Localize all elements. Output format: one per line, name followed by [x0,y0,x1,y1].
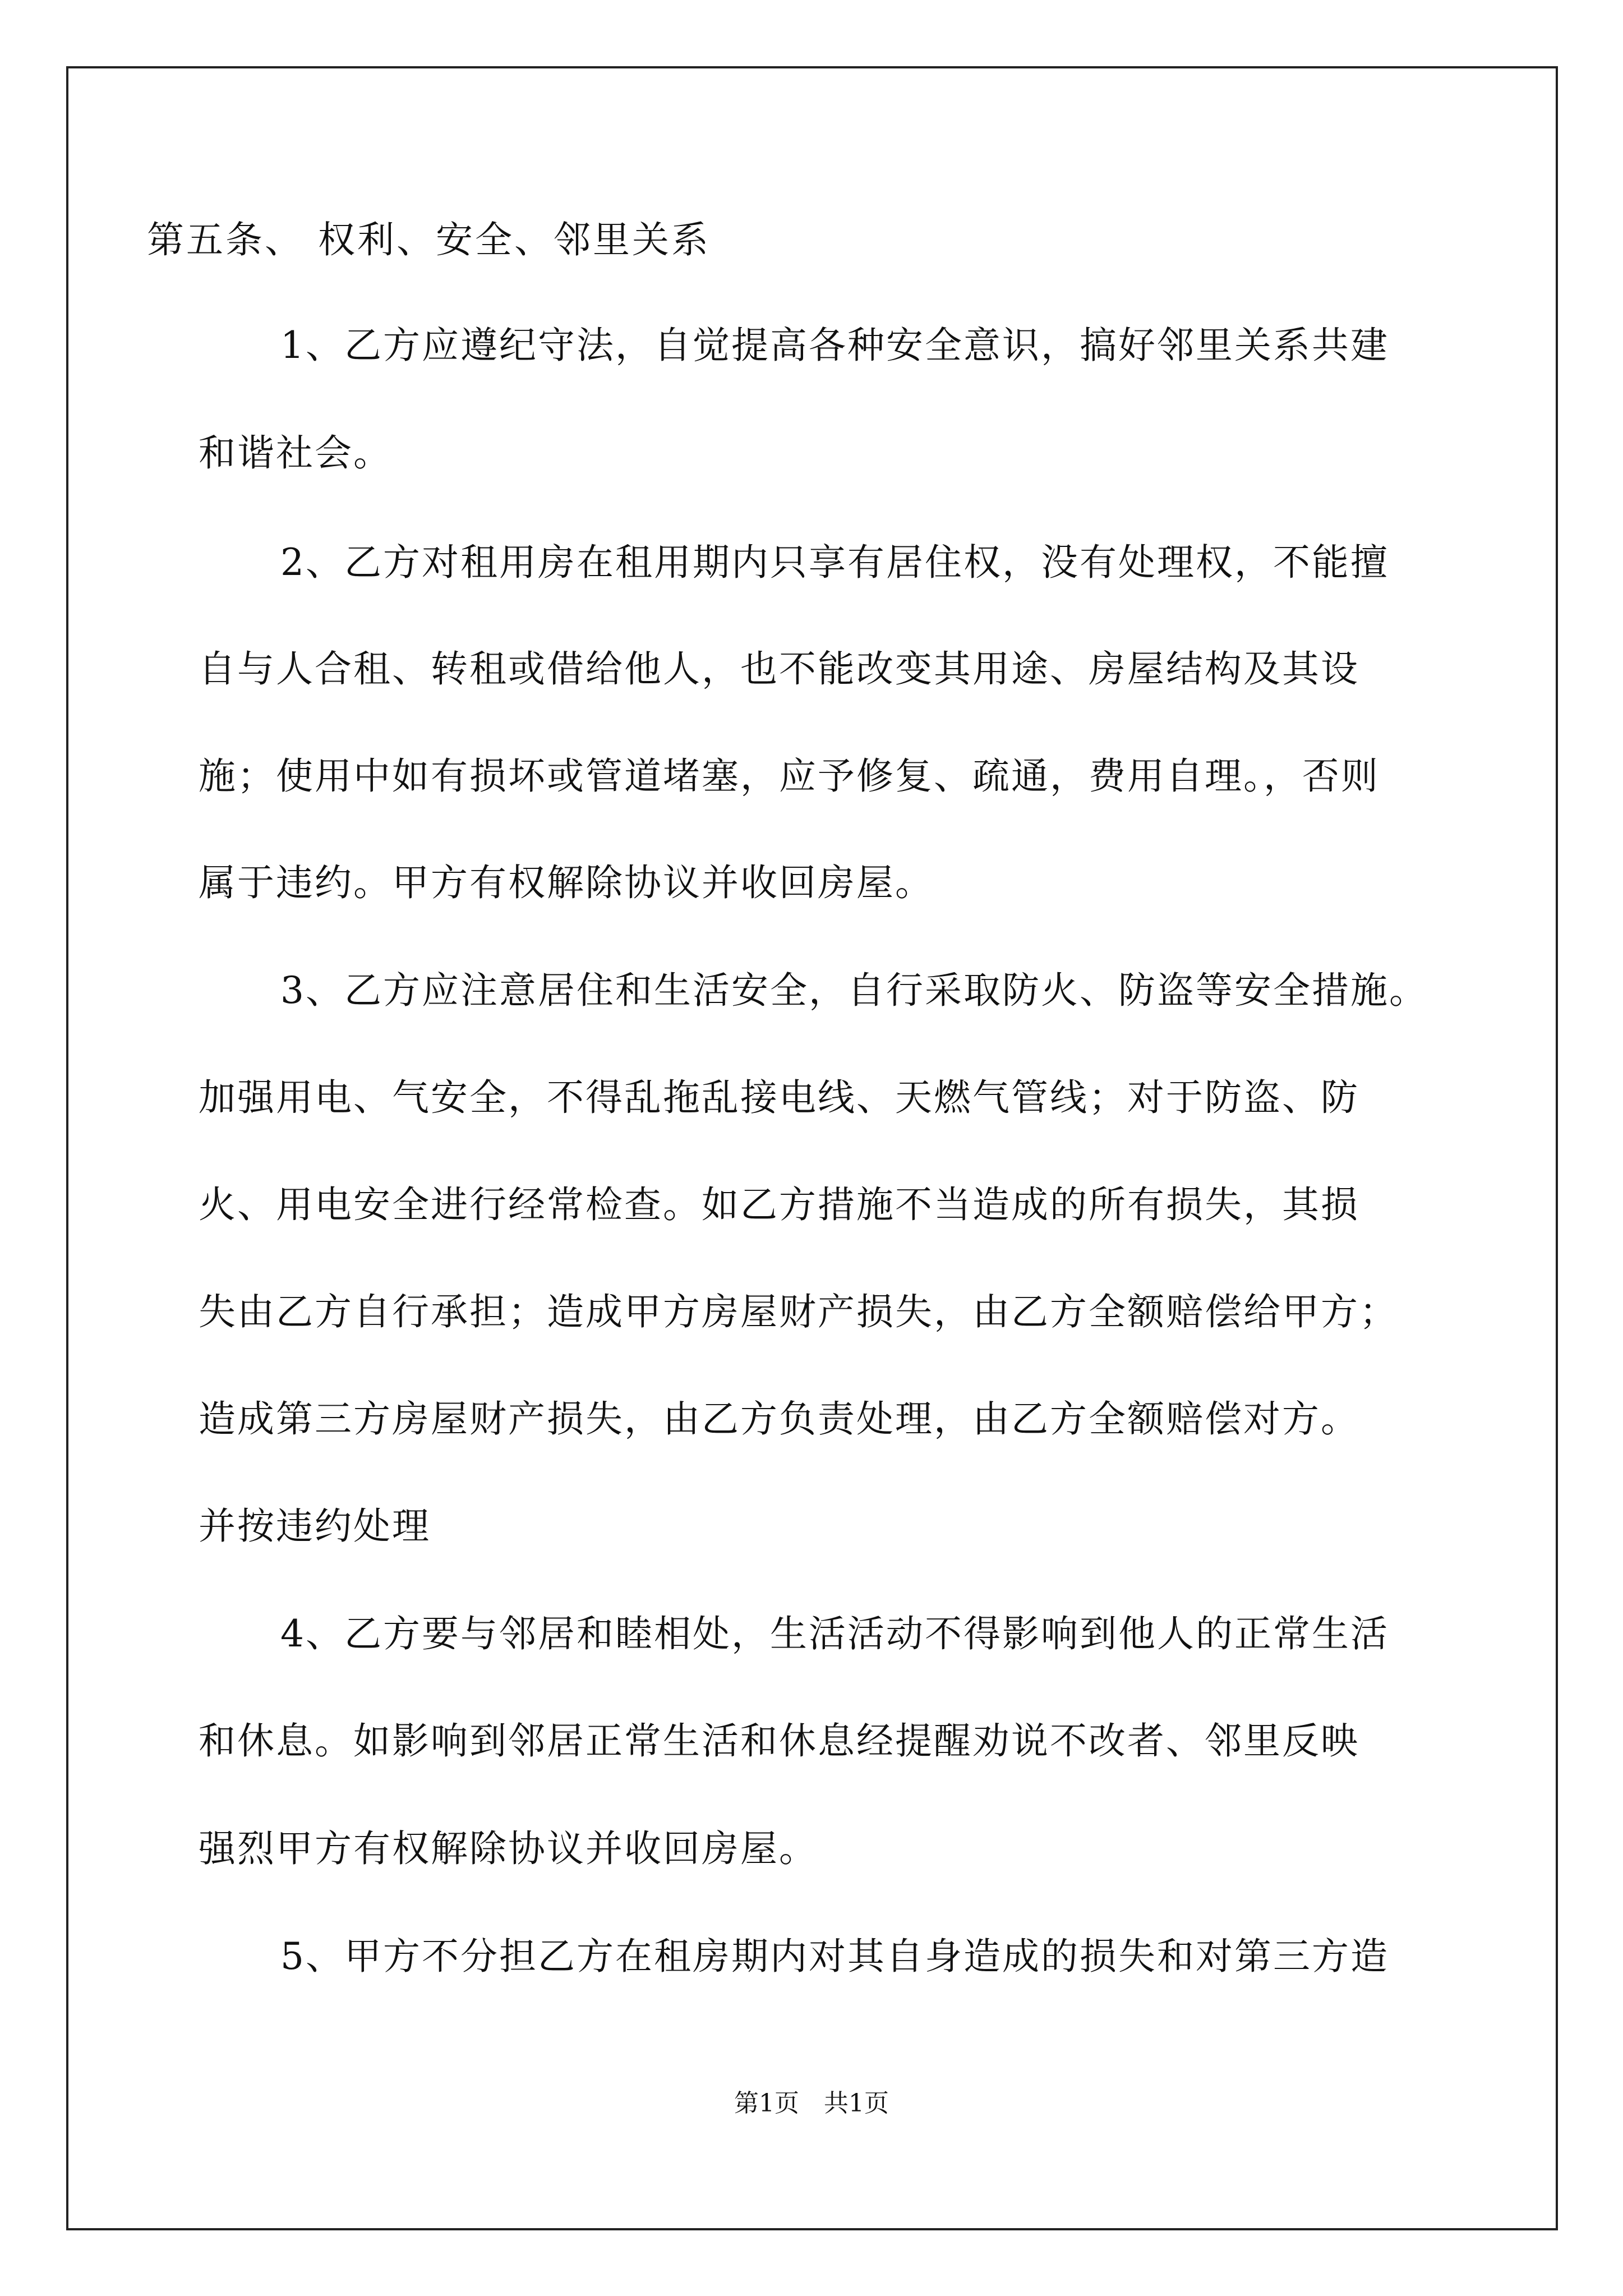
page-footer: 第1页 共1页 [734,2089,889,2118]
paragraph-2-line-2: 自与人合租、转租或借给他人，也不能改变其用途、房屋结构及其设 [199,647,1359,691]
paragraph-4-line-2: 和休息。如影响到邻居正常生活和休息经提醒劝说不改者、邻里反映 [199,1719,1359,1763]
paragraph-3-line-3: 火、用电安全进行经常检查。如乙方措施不当造成的所有损失，其损 [199,1183,1359,1226]
paragraph-1-line-2: 和谐社会。 [199,431,392,475]
paragraph-4-line-3: 强烈甲方有权解除协议并收回房屋。 [199,1827,818,1870]
paragraph-2-line-1: 2、乙方对租用房在租用期内只享有居住权，没有处理权，不能擅 [280,541,1389,584]
page-border [66,66,1558,2230]
paragraph-5-line-1: 5、甲方不分担乙方在租房期内对其自身造成的损失和对第三方造 [280,1935,1389,1978]
paragraph-3-line-4: 失由乙方自行承担；造成甲方房屋财产损失，由乙方全额赔偿给甲方； [199,1290,1398,1333]
section-heading: 第五条、 权利、安全、邻里关系 [147,218,711,261]
paragraph-1-line-1: 1、乙方应遵纪守法，自觉提高各种安全意识，搞好邻里关系共建 [280,324,1389,367]
paragraph-3-line-1: 3、乙方应注意居住和生活安全，自行采取防火、防盗等安全措施。 [280,969,1428,1012]
paragraph-4-line-1: 4、乙方要与邻居和睦相处，生活活动不得影响到他人的正常生活 [280,1612,1389,1655]
paragraph-3-line-2: 加强用电、气安全，不得乱拖乱接电线、天燃气管线；对于防盗、防 [199,1076,1359,1119]
paragraph-3-line-5: 造成第三方房屋财产损失，由乙方负责处理，由乙方全额赔偿对方。 [199,1397,1359,1441]
paragraph-2-line-3: 施；使用中如有损坏或管道堵塞，应予修复、疏通，费用自理。，否则 [199,754,1380,798]
paragraph-2-line-4: 属于违约。甲方有权解除协议并收回房屋。 [199,861,934,904]
paragraph-3-line-6: 并按违约处理 [199,1504,431,1548]
